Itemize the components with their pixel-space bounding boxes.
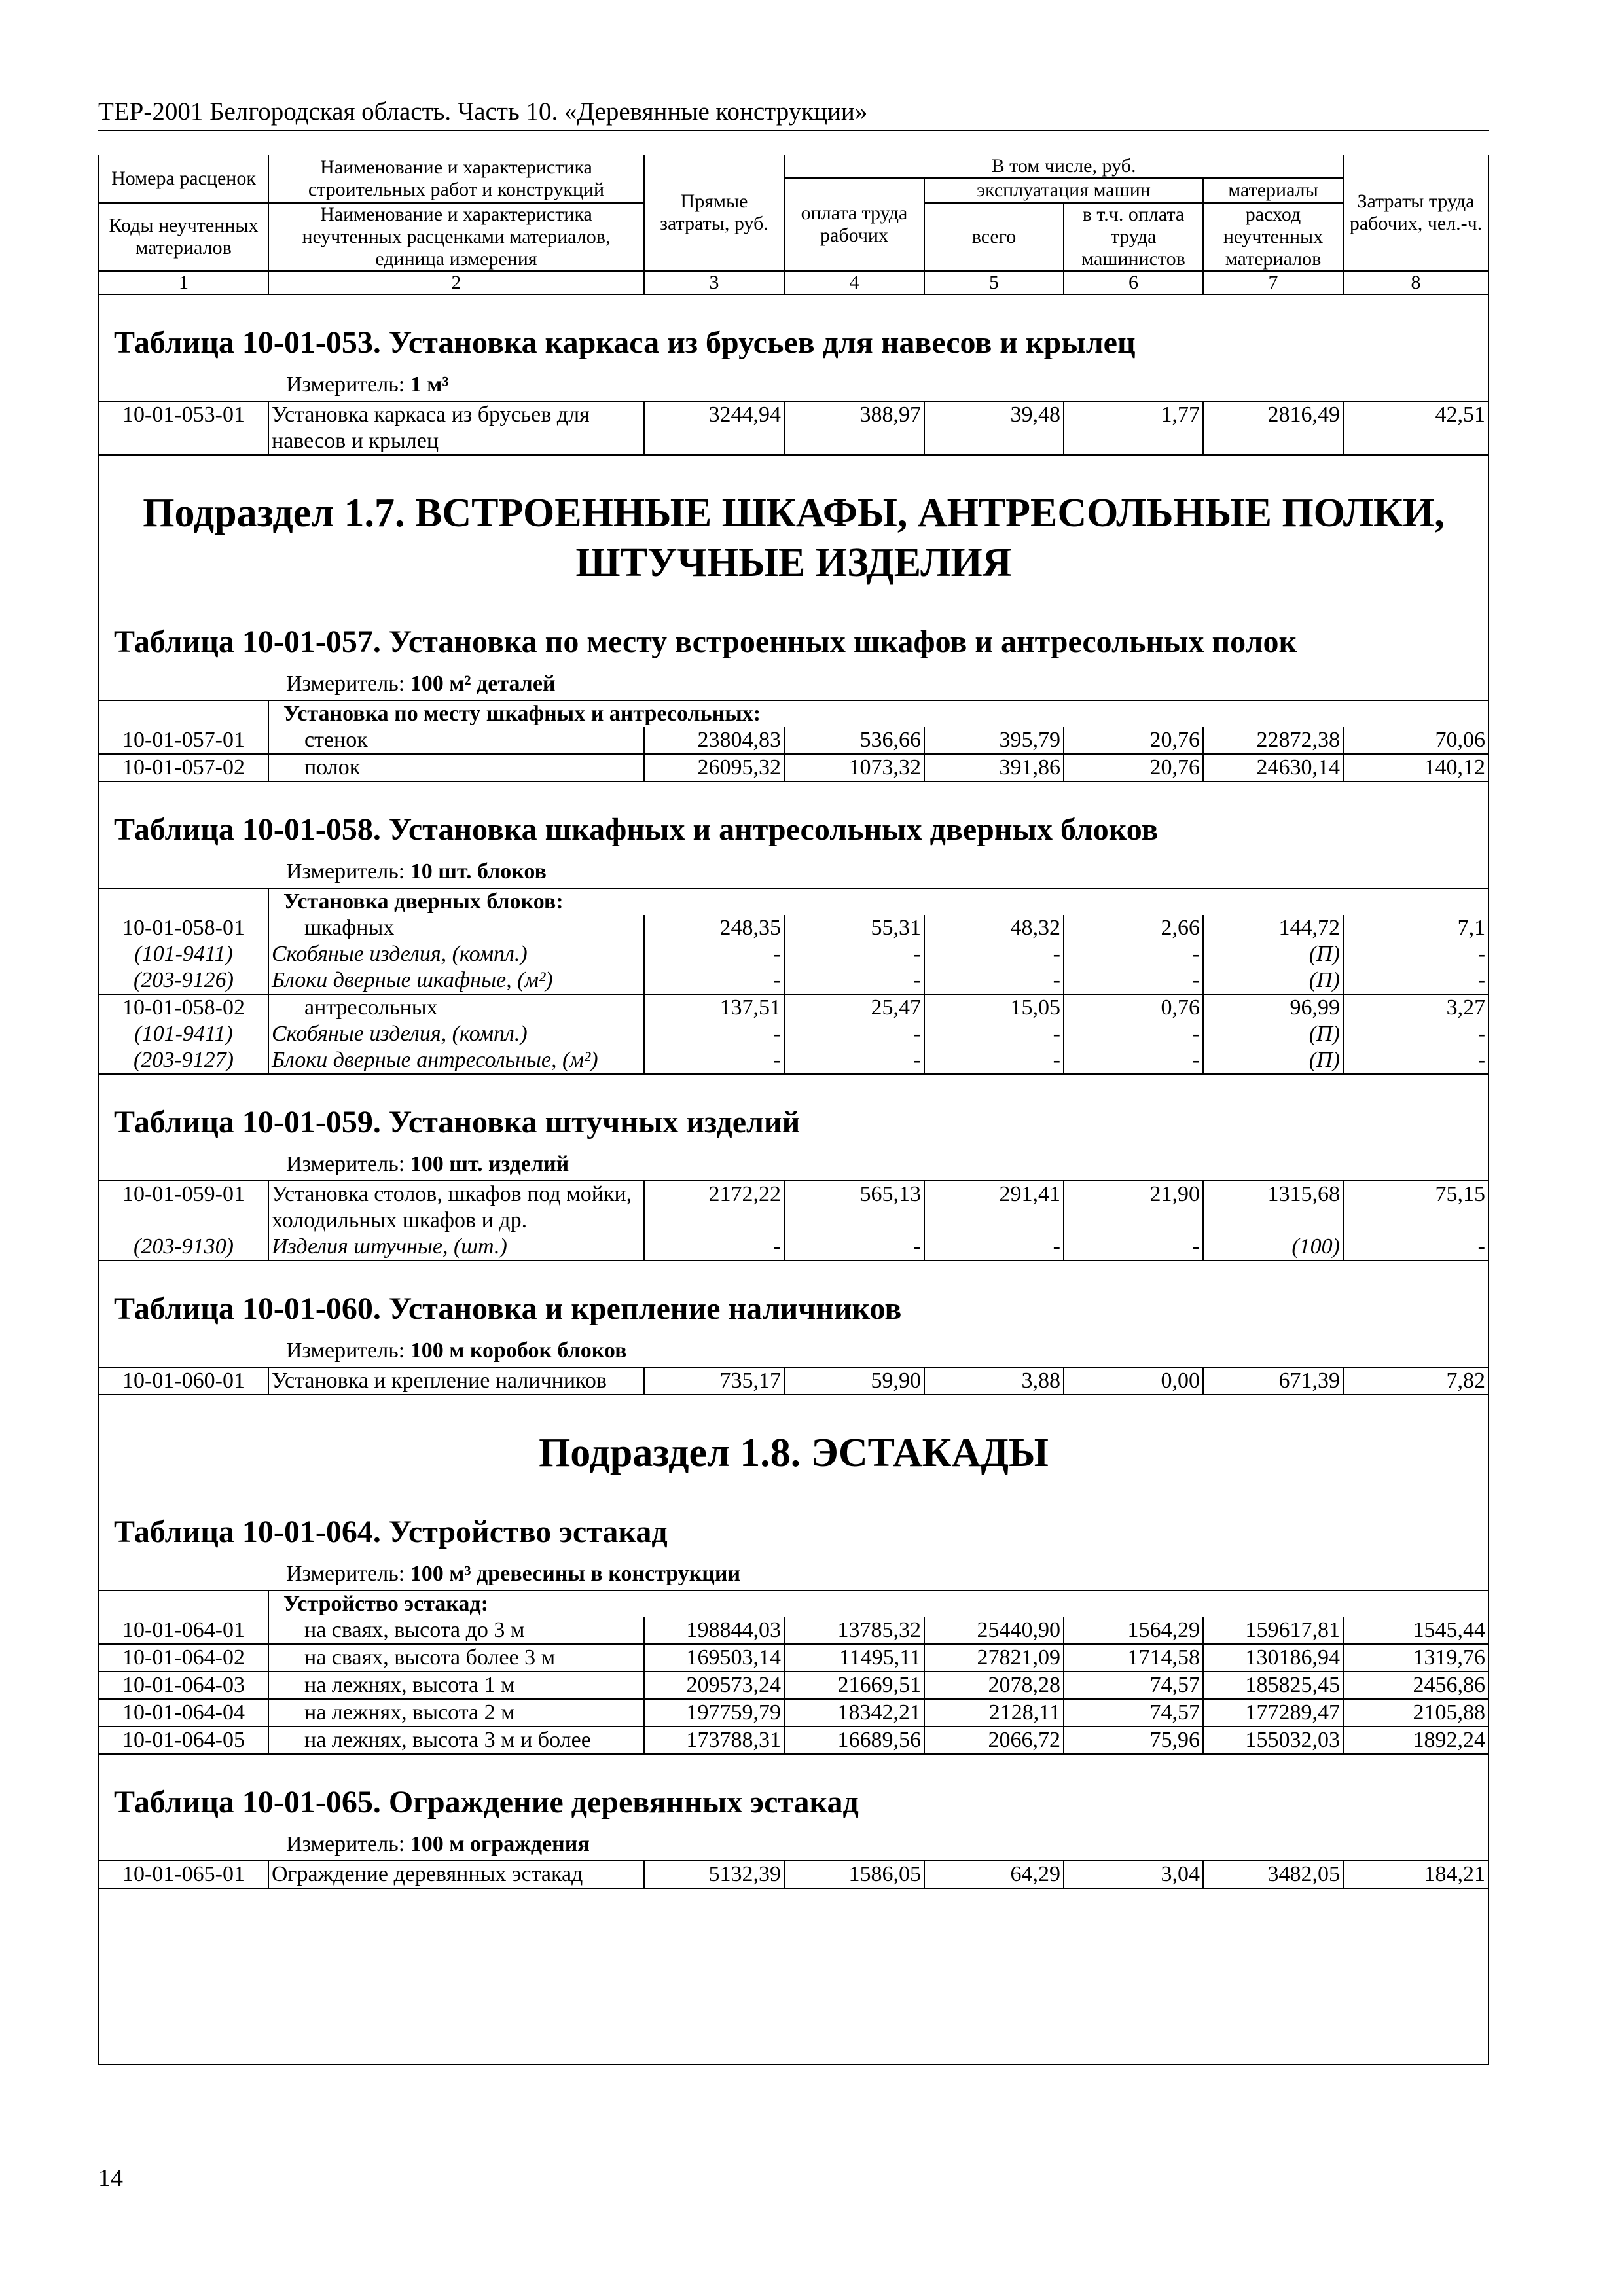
value-col-8: 1545,44 (1343, 1617, 1488, 1644)
col-num-7: 7 (1203, 271, 1343, 295)
price-table (99, 1180, 1488, 1261)
value-col-6: - (1064, 1234, 1203, 1261)
col2-bottom-header: Наименование и характеристика неучтенных расценками материалов, единица измерения (268, 203, 644, 271)
value-col-4: - (784, 1047, 924, 1074)
value-col-8: 184,21 (1343, 1861, 1488, 1888)
rate-code: 10-01-058-01 (99, 915, 268, 941)
value-col-3: 198844,03 (644, 1617, 784, 1644)
value-col-5: 64,29 (924, 1861, 1064, 1888)
value-col-5: 395,79 (924, 727, 1064, 754)
rate-name: на лежнях, высота 1 м (268, 1672, 644, 1699)
rate-name: антресольных (268, 994, 644, 1021)
table-row (99, 754, 1488, 781)
value-col-7: 1315,68 (1203, 1181, 1343, 1234)
value-col-4: 16689,56 (784, 1727, 924, 1754)
value-col-7: 3482,05 (1203, 1861, 1343, 1888)
table-row (99, 1181, 1488, 1234)
rate-code: (101-9411) (99, 1021, 268, 1047)
value-col-8: 1892,24 (1343, 1727, 1488, 1754)
value-col-8: 75,15 (1343, 1181, 1488, 1234)
value-col-4: - (784, 941, 924, 967)
measure-label: Измеритель: (286, 1338, 405, 1363)
value-col-3: - (644, 1047, 784, 1074)
table-section-t060 (99, 1261, 1488, 1395)
value-col-3: - (644, 967, 784, 994)
value-col-4: 536,66 (784, 727, 924, 754)
col7-header: расход неучтенных материалов (1203, 203, 1343, 271)
value-col-3: 248,35 (644, 915, 784, 941)
table-title: Таблица 10-01-064. Устройство эстакад (114, 1515, 668, 1549)
value-col-7: 96,99 (1203, 994, 1343, 1021)
measure-label: Измеритель: (286, 372, 405, 397)
table-row (99, 1699, 1488, 1727)
table-section-t057 (99, 594, 1488, 782)
value-col-3: 209573,24 (644, 1672, 784, 1699)
rate-name: Изделия штучные, (шт.) (268, 1234, 644, 1261)
value-col-6: 74,57 (1064, 1672, 1203, 1699)
rate-code: 10-01-060-01 (99, 1367, 268, 1395)
rate-code: 10-01-057-01 (99, 727, 268, 754)
col-num-2: 2 (268, 271, 644, 295)
col5-header: всего (924, 203, 1064, 271)
rate-code: (203-9126) (99, 967, 268, 994)
value-col-3: 197759,79 (644, 1699, 784, 1727)
value-col-6: 20,76 (1064, 754, 1203, 781)
value-col-7: (100) (1203, 1234, 1343, 1261)
rate-code: 10-01-064-04 (99, 1699, 268, 1727)
value-col-3: 23804,83 (644, 727, 784, 754)
value-col-6: 75,96 (1064, 1727, 1203, 1754)
rate-name: Установка каркаса из брусьев для навесов и крылец (268, 401, 644, 455)
price-table (99, 401, 1488, 456)
value-col-7: 144,72 (1203, 915, 1343, 941)
value-col-8: - (1343, 1047, 1488, 1074)
value-col-7: 185825,45 (1203, 1672, 1343, 1699)
measure-line (99, 1830, 1488, 1860)
value-col-6: - (1064, 1021, 1203, 1047)
value-col-5: - (924, 967, 1064, 994)
value-col-3: 137,51 (644, 994, 784, 1021)
value-col-8: 2105,88 (1343, 1699, 1488, 1727)
measure-line (99, 1560, 1488, 1590)
value-col-5: 291,41 (924, 1181, 1064, 1234)
value-col-6: 1714,58 (1064, 1644, 1203, 1672)
table-section-t053 (99, 295, 1488, 456)
table-title: Таблица 10-01-057. Установка по месту встроенных шкафов и антресольных полок (114, 624, 1297, 659)
rate-code: (203-9130) (99, 1234, 268, 1261)
measure-line (99, 670, 1488, 700)
measure-value: 1 м³ (410, 372, 449, 397)
measure-value: 100 м ограждения (410, 1832, 590, 1856)
measure-label: Измеритель: (286, 672, 405, 696)
value-col-5: 25440,90 (924, 1617, 1064, 1644)
col-num-5: 5 (924, 271, 1064, 295)
value-col-5: 27821,09 (924, 1644, 1064, 1672)
table-title: Таблица 10-01-060. Установка и крепление наличников (114, 1291, 902, 1326)
value-col-6: - (1064, 1047, 1203, 1074)
col8-header: Затраты труда рабочих, чел.-ч. (1343, 155, 1488, 271)
value-col-8: 2456,86 (1343, 1672, 1488, 1699)
measure-line (99, 1336, 1488, 1367)
table-row (99, 1644, 1488, 1672)
value-col-3: 735,17 (644, 1367, 784, 1395)
measure-value: 100 м² деталей (410, 672, 556, 696)
table-section-t059 (99, 1075, 1488, 1261)
price-table (99, 1860, 1488, 1889)
value-col-7: 22872,38 (1203, 727, 1343, 754)
value-col-6: - (1064, 941, 1203, 967)
table-row (99, 994, 1488, 1021)
price-table (99, 700, 1488, 782)
value-col-8: - (1343, 941, 1488, 967)
rate-name: Ограждение деревянных эстакад (268, 1861, 644, 1888)
value-col-7: 177289,47 (1203, 1699, 1343, 1727)
value-col-3: 173788,31 (644, 1727, 784, 1754)
value-col-5: 391,86 (924, 754, 1064, 781)
value-col-4: 1073,32 (784, 754, 924, 781)
value-col-7: (П) (1203, 941, 1343, 967)
content (99, 295, 1488, 1889)
value-col-4: - (784, 1021, 924, 1047)
table-row (99, 1672, 1488, 1699)
table-title: Таблица 10-01-058. Установка шкафных и антресольных дверных блоков (114, 812, 1159, 847)
material-row (99, 941, 1488, 967)
material-row (99, 967, 1488, 994)
rate-name: Скобяные изделия, (компл.) (268, 1021, 644, 1047)
group-header-row (99, 888, 1488, 915)
value-col-8: 42,51 (1343, 401, 1488, 455)
measure-line (99, 857, 1488, 888)
col1-bottom-header: Коды неучтенных материалов (99, 203, 268, 271)
value-col-8: 1319,76 (1343, 1644, 1488, 1672)
rate-code: 10-01-064-02 (99, 1644, 268, 1672)
value-col-6: - (1064, 967, 1203, 994)
value-col-3: - (644, 941, 784, 967)
value-col-4: 18342,21 (784, 1699, 924, 1727)
measure-label: Измеритель: (286, 859, 405, 884)
group-header-row (99, 700, 1488, 727)
rate-code: 10-01-064-01 (99, 1617, 268, 1644)
rate-name: стенок (268, 727, 644, 754)
value-col-3: 169503,14 (644, 1644, 784, 1672)
value-col-8: 7,82 (1343, 1367, 1488, 1395)
value-col-6: 1564,29 (1064, 1617, 1203, 1644)
value-col-7: 159617,81 (1203, 1617, 1343, 1644)
rate-name: Скобяные изделия, (компл.) (268, 941, 644, 967)
value-col-8: 140,12 (1343, 754, 1488, 781)
measure-label: Измеритель: (286, 1562, 405, 1586)
value-col-8: - (1343, 1234, 1488, 1261)
value-col-6: 21,90 (1064, 1181, 1203, 1234)
value-col-3: 3244,94 (644, 401, 784, 455)
value-col-5: 2128,11 (924, 1699, 1064, 1727)
value-col-5: 3,88 (924, 1367, 1064, 1395)
value-col-7: (П) (1203, 1047, 1343, 1074)
rate-name: на лежнях, высота 2 м (268, 1699, 644, 1727)
page-header: ТЕР-2001 Белгородская область. Часть 10. «Деревянные конструкции» (98, 97, 1489, 131)
rate-name: на сваях, высота до 3 м (268, 1617, 644, 1644)
value-col-5: - (924, 941, 1064, 967)
measure-value: 100 шт. изделий (410, 1152, 569, 1176)
rate-code: 10-01-065-01 (99, 1861, 268, 1888)
price-table (99, 1367, 1488, 1395)
value-col-4: - (784, 1234, 924, 1261)
table-title: Таблица 10-01-065. Ограждение деревянных эстакад (114, 1785, 859, 1820)
rate-code: (203-9127) (99, 1047, 268, 1074)
incl-header: В том числе, руб. (784, 155, 1343, 178)
col4-header: оплата труда рабочих (784, 178, 924, 271)
material-row (99, 1021, 1488, 1047)
page-number: 14 (98, 2164, 123, 2192)
col1-top-header: Номера расценок (99, 155, 268, 203)
machines-header: эксплуатация машин (924, 178, 1203, 203)
value-col-8: 7,1 (1343, 915, 1488, 941)
col6-header: в т.ч. оплата труда машинистов (1064, 203, 1203, 271)
table-row (99, 401, 1488, 455)
value-col-7: (П) (1203, 967, 1343, 994)
value-col-4: 25,47 (784, 994, 924, 1021)
value-col-6: 74,57 (1064, 1699, 1203, 1727)
value-col-4: 59,90 (784, 1367, 924, 1395)
measure-line (99, 1150, 1488, 1180)
value-col-4: 13785,32 (784, 1617, 924, 1644)
rate-name: Блоки дверные шкафные, (м²) (268, 967, 644, 994)
rate-name: Блоки дверные антресольные, (м²) (268, 1047, 644, 1074)
rate-code: 10-01-059-01 (99, 1181, 268, 1234)
value-col-5: - (924, 1234, 1064, 1261)
value-col-3: 26095,32 (644, 754, 784, 781)
measure-value: 100 м коробок блоков (410, 1338, 627, 1363)
value-col-6: 0,00 (1064, 1367, 1203, 1395)
measure-label: Измеритель: (286, 1832, 405, 1856)
value-col-4: - (784, 967, 924, 994)
value-col-5: 48,32 (924, 915, 1064, 941)
value-col-7: 24630,14 (1203, 754, 1343, 781)
rate-code: 10-01-058-02 (99, 994, 268, 1021)
value-col-7: (П) (1203, 1021, 1343, 1047)
value-col-8: - (1343, 1021, 1488, 1047)
price-sheet (98, 155, 1489, 2065)
value-col-4: 388,97 (784, 401, 924, 455)
rate-name: Установка и крепление наличников (268, 1367, 644, 1395)
table-row (99, 1727, 1488, 1754)
value-col-4: 565,13 (784, 1181, 924, 1234)
group-label: Устройство эстакад: (268, 1590, 1488, 1617)
col-num-1: 1 (99, 271, 268, 295)
measure-value: 100 м³ древесины в конструкции (410, 1562, 741, 1586)
material-row (99, 1234, 1488, 1261)
value-col-3: - (644, 1234, 784, 1261)
table-title: Таблица 10-01-059. Установка штучных изделий (114, 1105, 801, 1139)
group-label: Установка по месту шкафных и антресольных: (268, 700, 1488, 727)
value-col-6: 1,77 (1064, 401, 1203, 455)
value-col-6: 20,76 (1064, 727, 1203, 754)
value-col-3: 2172,22 (644, 1181, 784, 1234)
value-col-8: - (1343, 967, 1488, 994)
value-col-8: 3,27 (1343, 994, 1488, 1021)
table-row (99, 727, 1488, 754)
value-col-5: - (924, 1021, 1064, 1047)
value-col-4: 21669,51 (784, 1672, 924, 1699)
value-col-3: - (644, 1021, 784, 1047)
col-num-4: 4 (784, 271, 924, 295)
value-col-6: 0,76 (1064, 994, 1203, 1021)
value-col-5: 2066,72 (924, 1727, 1064, 1754)
rate-name: на сваях, высота более 3 м (268, 1644, 644, 1672)
rate-code: 10-01-053-01 (99, 401, 268, 455)
table-row (99, 1367, 1488, 1395)
value-col-5: 39,48 (924, 401, 1064, 455)
value-col-6: 3,04 (1064, 1861, 1203, 1888)
value-col-8: 70,06 (1343, 727, 1488, 754)
rate-name: Установка столов, шкафов под мойки, холодильных шкафов и др. (268, 1181, 644, 1234)
rate-name: полок (268, 754, 644, 781)
table-row (99, 915, 1488, 941)
col2-top-header: Наименование и характеристика строительных работ и конструкций (268, 155, 644, 203)
rate-code: 10-01-057-02 (99, 754, 268, 781)
value-col-7: 2816,49 (1203, 401, 1343, 455)
subsection-title: Подраздел 1.8. ЭСТАКАДЫ (539, 1431, 1049, 1475)
price-table (99, 1590, 1488, 1755)
table-section-t058 (99, 782, 1488, 1075)
value-col-3: 5132,39 (644, 1861, 784, 1888)
rate-code: (101-9411) (99, 941, 268, 967)
value-col-7: 130186,94 (1203, 1644, 1343, 1672)
col-num-8: 8 (1343, 271, 1488, 295)
value-col-4: 55,31 (784, 915, 924, 941)
price-table (99, 888, 1488, 1075)
group-header-row (99, 1590, 1488, 1617)
value-col-4: 11495,11 (784, 1644, 924, 1672)
value-col-5: - (924, 1047, 1064, 1074)
col-num-6: 6 (1064, 271, 1203, 295)
measure-line (99, 370, 1488, 401)
rate-name: на лежнях, высота 3 м и более (268, 1727, 644, 1754)
col-num-3: 3 (644, 271, 784, 295)
value-col-5: 2078,28 (924, 1672, 1064, 1699)
rate-code: 10-01-064-05 (99, 1727, 268, 1754)
value-col-7: 155032,03 (1203, 1727, 1343, 1754)
materials-header: материалы (1203, 178, 1343, 203)
measure-label: Измеритель: (286, 1152, 405, 1176)
table-title: Таблица 10-01-053. Установка каркаса из брусьев для навесов и крылец (114, 325, 1136, 360)
table-section-t064 (99, 1484, 1488, 1755)
group-label: Установка дверных блоков: (268, 888, 1488, 915)
table-section-t065 (99, 1755, 1488, 1889)
value-col-5: 15,05 (924, 994, 1064, 1021)
value-col-4: 1586,05 (784, 1861, 924, 1888)
subsection-title: Подраздел 1.7. ВСТРОЕННЫЕ ШКАФЫ, АНТРЕСОЛЬНЫЕ ПОЛКИ, ШТУЧНЫЕ ИЗДЕЛИЯ (143, 491, 1445, 585)
rate-code: 10-01-064-03 (99, 1672, 268, 1699)
measure-value: 10 шт. блоков (410, 859, 547, 884)
table-row (99, 1617, 1488, 1644)
value-col-7: 671,39 (1203, 1367, 1343, 1395)
material-row (99, 1047, 1488, 1074)
col3-header: Прямые затраты, руб. (644, 155, 784, 271)
value-col-6: 2,66 (1064, 915, 1203, 941)
column-header (99, 155, 1488, 295)
rate-name: шкафных (268, 915, 644, 941)
table-row (99, 1861, 1488, 1888)
